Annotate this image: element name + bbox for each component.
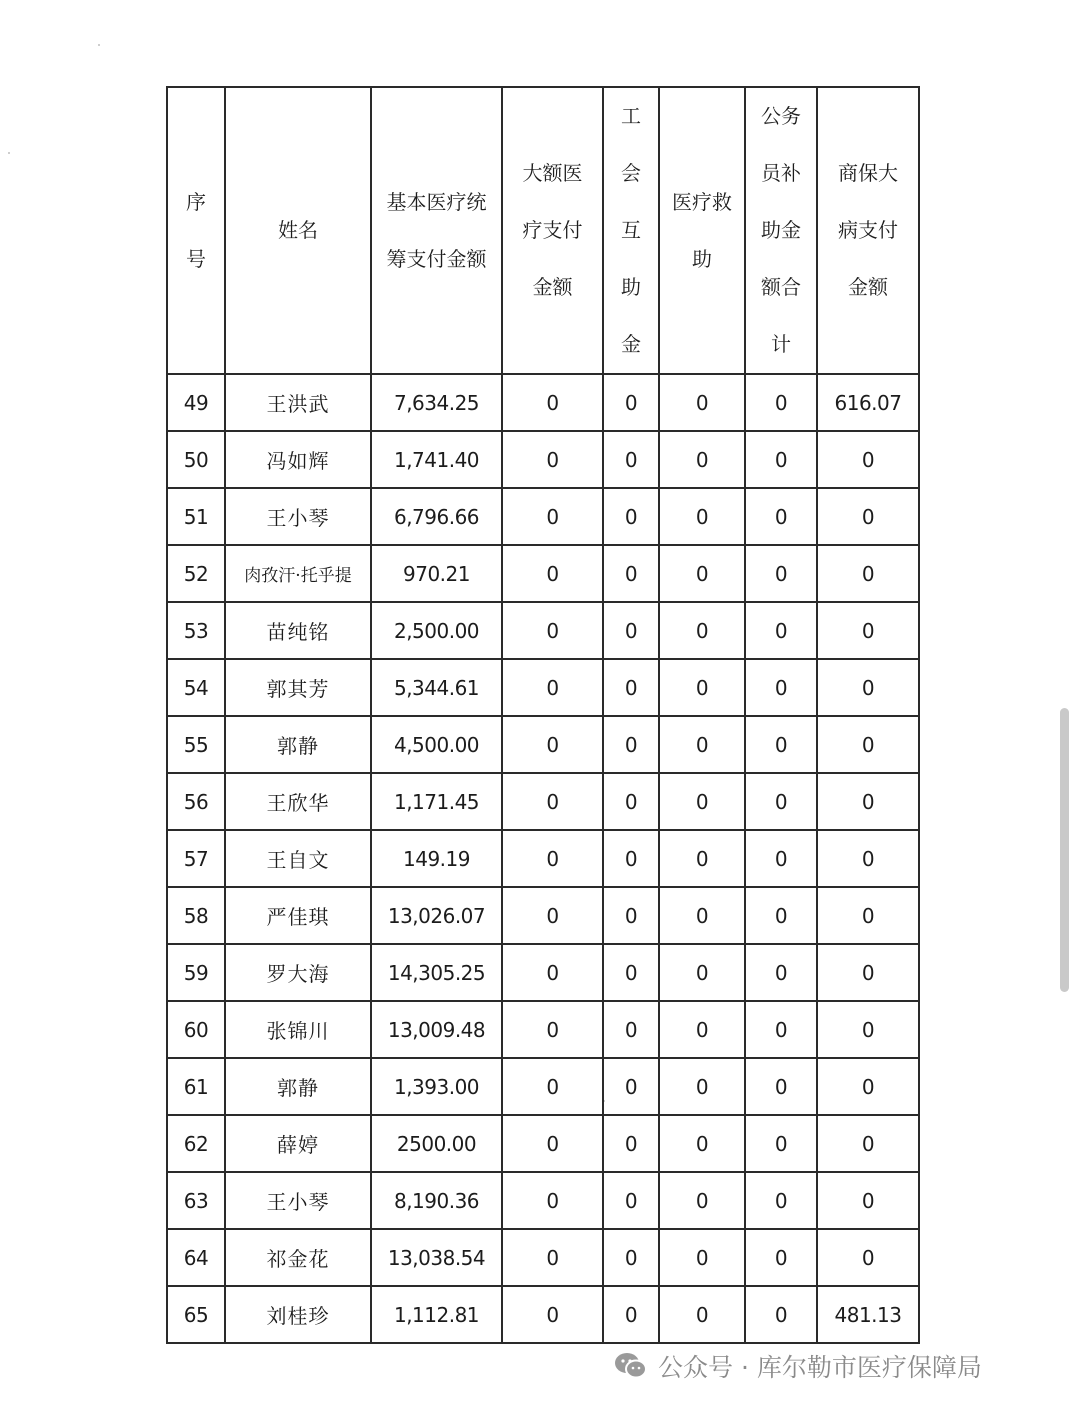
table-row — [167, 830, 919, 887]
cell-medical-assistance: 0 — [659, 374, 745, 431]
cell-name: 苗纯铭 — [225, 602, 371, 659]
cell-union-aid: 0 — [603, 773, 659, 830]
cell-major-medical: 0 — [502, 545, 603, 602]
header-cell-commercial-insurance: 商保大 病支付 金额 — [817, 87, 919, 374]
cell-civil-servant-subsidy: 0 — [745, 659, 817, 716]
cell-major-medical: 0 — [502, 944, 603, 1001]
cell-index: 55 — [167, 716, 225, 773]
cell-union-aid: 0 — [603, 1172, 659, 1229]
cell-major-medical: 0 — [502, 830, 603, 887]
cell-major-medical: 0 — [502, 659, 603, 716]
cell-major-medical: 0 — [502, 1115, 603, 1172]
cell-major-medical: 0 — [502, 1286, 603, 1343]
cell-commercial-insurance: 0 — [817, 602, 919, 659]
cell-medical-assistance: 0 — [659, 545, 745, 602]
cell-union-aid: 0 — [603, 602, 659, 659]
cell-index: 58 — [167, 887, 225, 944]
cell-index: 64 — [167, 1229, 225, 1286]
cell-civil-servant-subsidy: 0 — [745, 1001, 817, 1058]
cell-commercial-insurance: 481.13 — [817, 1286, 919, 1343]
cell-civil-servant-subsidy: 0 — [745, 602, 817, 659]
wechat-icon — [614, 1351, 648, 1381]
cell-union-aid: 0 — [603, 716, 659, 773]
cell-basic-insurance: 1,741.40 — [371, 431, 502, 488]
cell-union-aid: 0 — [603, 1229, 659, 1286]
header-cell-name: 姓名 — [225, 87, 371, 374]
table-row — [167, 1115, 919, 1172]
cell-name: 张锦川 — [225, 1001, 371, 1058]
table-row — [167, 488, 919, 545]
cell-medical-assistance: 0 — [659, 1286, 745, 1343]
cell-name: 严佳琪 — [225, 887, 371, 944]
cell-major-medical: 0 — [502, 431, 603, 488]
cell-commercial-insurance: 0 — [817, 1229, 919, 1286]
cell-major-medical: 0 — [502, 1172, 603, 1229]
cell-name: 罗大海 — [225, 944, 371, 1001]
cell-basic-insurance: 2,500.00 — [371, 602, 502, 659]
watermark — [614, 1346, 982, 1386]
cell-civil-servant-subsidy: 0 — [745, 1115, 817, 1172]
cell-union-aid: 0 — [603, 431, 659, 488]
cell-major-medical: 0 — [502, 488, 603, 545]
cell-name: 王自文 — [225, 830, 371, 887]
cell-name: 王洪武 — [225, 374, 371, 431]
cell-medical-assistance: 0 — [659, 1058, 745, 1115]
cell-commercial-insurance: 0 — [817, 887, 919, 944]
cell-name: 王小琴 — [225, 488, 371, 545]
cell-index: 52 — [167, 545, 225, 602]
cell-basic-insurance: 13,026.07 — [371, 887, 502, 944]
cell-medical-assistance: 0 — [659, 773, 745, 830]
table-row — [167, 1172, 919, 1229]
table-row — [167, 602, 919, 659]
table-row — [167, 431, 919, 488]
cell-name: 王小琴 — [225, 1172, 371, 1229]
cell-name: 王欣华 — [225, 773, 371, 830]
table-row — [167, 545, 919, 602]
cell-union-aid: 0 — [603, 830, 659, 887]
table-body — [167, 374, 919, 1343]
cell-basic-insurance: 14,305.25 — [371, 944, 502, 1001]
cell-basic-insurance: 1,171.45 — [371, 773, 502, 830]
cell-major-medical: 0 — [502, 773, 603, 830]
cell-civil-servant-subsidy: 0 — [745, 716, 817, 773]
cell-medical-assistance: 0 — [659, 1001, 745, 1058]
scrollbar-thumb[interactable] — [1060, 708, 1069, 992]
cell-commercial-insurance: 0 — [817, 488, 919, 545]
cell-index: 59 — [167, 944, 225, 1001]
cell-basic-insurance: 13,038.54 — [371, 1229, 502, 1286]
header-cell-basic-insurance: 基本医疗统 筹支付金额 — [371, 87, 502, 374]
cell-basic-insurance: 5,344.61 — [371, 659, 502, 716]
cell-civil-servant-subsidy: 0 — [745, 830, 817, 887]
cell-commercial-insurance: 0 — [817, 716, 919, 773]
table-row — [167, 887, 919, 944]
cell-commercial-insurance: 0 — [817, 1001, 919, 1058]
table-row — [167, 1001, 919, 1058]
cell-name: 郭静 — [225, 716, 371, 773]
table-row — [167, 1229, 919, 1286]
header-cell-index: 序 号 — [167, 87, 225, 374]
cell-index: 65 — [167, 1286, 225, 1343]
cell-union-aid: 0 — [603, 374, 659, 431]
cell-civil-servant-subsidy: 0 — [745, 1229, 817, 1286]
cell-medical-assistance: 0 — [659, 830, 745, 887]
table-row — [167, 659, 919, 716]
cell-basic-insurance: 149.19 — [371, 830, 502, 887]
cell-commercial-insurance: 0 — [817, 1115, 919, 1172]
cell-civil-servant-subsidy: 0 — [745, 545, 817, 602]
table-row — [167, 1058, 919, 1115]
cell-commercial-insurance: 0 — [817, 830, 919, 887]
cell-name: 冯如辉 — [225, 431, 371, 488]
cell-medical-assistance: 0 — [659, 887, 745, 944]
cell-commercial-insurance: 0 — [817, 1058, 919, 1115]
cell-major-medical: 0 — [502, 1058, 603, 1115]
cell-name: 刘桂珍 — [225, 1286, 371, 1343]
cell-civil-servant-subsidy: 0 — [745, 488, 817, 545]
cell-major-medical: 0 — [502, 374, 603, 431]
cell-civil-servant-subsidy: 0 — [745, 1286, 817, 1343]
cell-major-medical: 0 — [502, 1001, 603, 1058]
watermark-text: 公众号 · 库尔勒市医疗保障局 — [658, 1353, 982, 1382]
cell-medical-assistance: 0 — [659, 1115, 745, 1172]
cell-basic-insurance: 1,112.81 — [371, 1286, 502, 1343]
table-header-row — [167, 87, 919, 374]
cell-medical-assistance: 0 — [659, 1172, 745, 1229]
cell-union-aid: 0 — [603, 887, 659, 944]
cell-medical-assistance: 0 — [659, 602, 745, 659]
cell-civil-servant-subsidy: 0 — [745, 1058, 817, 1115]
header-cell-civil-servant-subsidy: 公务 员补 助金 额合 计 — [745, 87, 817, 374]
cell-index: 54 — [167, 659, 225, 716]
table-row — [167, 374, 919, 431]
cell-union-aid: 0 — [603, 659, 659, 716]
cell-medical-assistance: 0 — [659, 944, 745, 1001]
cell-basic-insurance: 1,393.00 — [371, 1058, 502, 1115]
cell-commercial-insurance: 0 — [817, 773, 919, 830]
header-cell-union-aid: 工 会 互 助 金 — [603, 87, 659, 374]
cell-union-aid: 0 — [603, 1001, 659, 1058]
cell-commercial-insurance: 0 — [817, 431, 919, 488]
cell-civil-servant-subsidy: 0 — [745, 431, 817, 488]
cell-index: 50 — [167, 431, 225, 488]
cell-commercial-insurance: 0 — [817, 659, 919, 716]
header-cell-medical-assistance: 医疗救 助 — [659, 87, 745, 374]
cell-index: 62 — [167, 1115, 225, 1172]
table-row — [167, 944, 919, 1001]
cell-civil-servant-subsidy: 0 — [745, 374, 817, 431]
cell-union-aid: 0 — [603, 1286, 659, 1343]
cell-medical-assistance: 0 — [659, 1229, 745, 1286]
header-cell-major-medical: 大额医 疗支付 金额 — [502, 87, 603, 374]
scan-speck — [98, 44, 100, 46]
cell-basic-insurance: 2500.00 — [371, 1115, 502, 1172]
cell-commercial-insurance: 0 — [817, 944, 919, 1001]
cell-basic-insurance: 970.21 — [371, 545, 502, 602]
cell-civil-servant-subsidy: 0 — [745, 1172, 817, 1229]
cell-name: 郭静 — [225, 1058, 371, 1115]
cell-union-aid: 0 — [603, 1058, 659, 1115]
cell-basic-insurance: 6,796.66 — [371, 488, 502, 545]
cell-name: 祁金花 — [225, 1229, 371, 1286]
scan-speck — [8, 152, 10, 154]
table-row — [167, 1286, 919, 1343]
medical-payment-table — [166, 86, 920, 1344]
table-row — [167, 716, 919, 773]
cell-index: 56 — [167, 773, 225, 830]
cell-index: 63 — [167, 1172, 225, 1229]
cell-name: 郭其芳 — [225, 659, 371, 716]
cell-basic-insurance: 13,009.48 — [371, 1001, 502, 1058]
cell-name: 肉孜汗·托乎提 — [225, 545, 371, 602]
cell-medical-assistance: 0 — [659, 488, 745, 545]
cell-commercial-insurance: 616.07 — [817, 374, 919, 431]
cell-index: 49 — [167, 374, 225, 431]
cell-basic-insurance: 8,190.36 — [371, 1172, 502, 1229]
cell-commercial-insurance: 0 — [817, 1172, 919, 1229]
cell-index: 61 — [167, 1058, 225, 1115]
cell-union-aid: 0 — [603, 1115, 659, 1172]
cell-medical-assistance: 0 — [659, 716, 745, 773]
cell-index: 57 — [167, 830, 225, 887]
cell-civil-servant-subsidy: 0 — [745, 887, 817, 944]
cell-name: 薛婷 — [225, 1115, 371, 1172]
cell-civil-servant-subsidy: 0 — [745, 773, 817, 830]
cell-civil-servant-subsidy: 0 — [745, 944, 817, 1001]
cell-medical-assistance: 0 — [659, 431, 745, 488]
cell-union-aid: 0 — [603, 488, 659, 545]
cell-commercial-insurance: 0 — [817, 545, 919, 602]
table-row — [167, 773, 919, 830]
cell-index: 60 — [167, 1001, 225, 1058]
cell-union-aid: 0 — [603, 545, 659, 602]
cell-union-aid: 0 — [603, 944, 659, 1001]
cell-major-medical: 0 — [502, 1229, 603, 1286]
cell-major-medical: 0 — [502, 602, 603, 659]
cell-basic-insurance: 4,500.00 — [371, 716, 502, 773]
cell-index: 51 — [167, 488, 225, 545]
cell-medical-assistance: 0 — [659, 659, 745, 716]
cell-major-medical: 0 — [502, 716, 603, 773]
cell-basic-insurance: 7,634.25 — [371, 374, 502, 431]
cell-index: 53 — [167, 602, 225, 659]
cell-major-medical: 0 — [502, 887, 603, 944]
